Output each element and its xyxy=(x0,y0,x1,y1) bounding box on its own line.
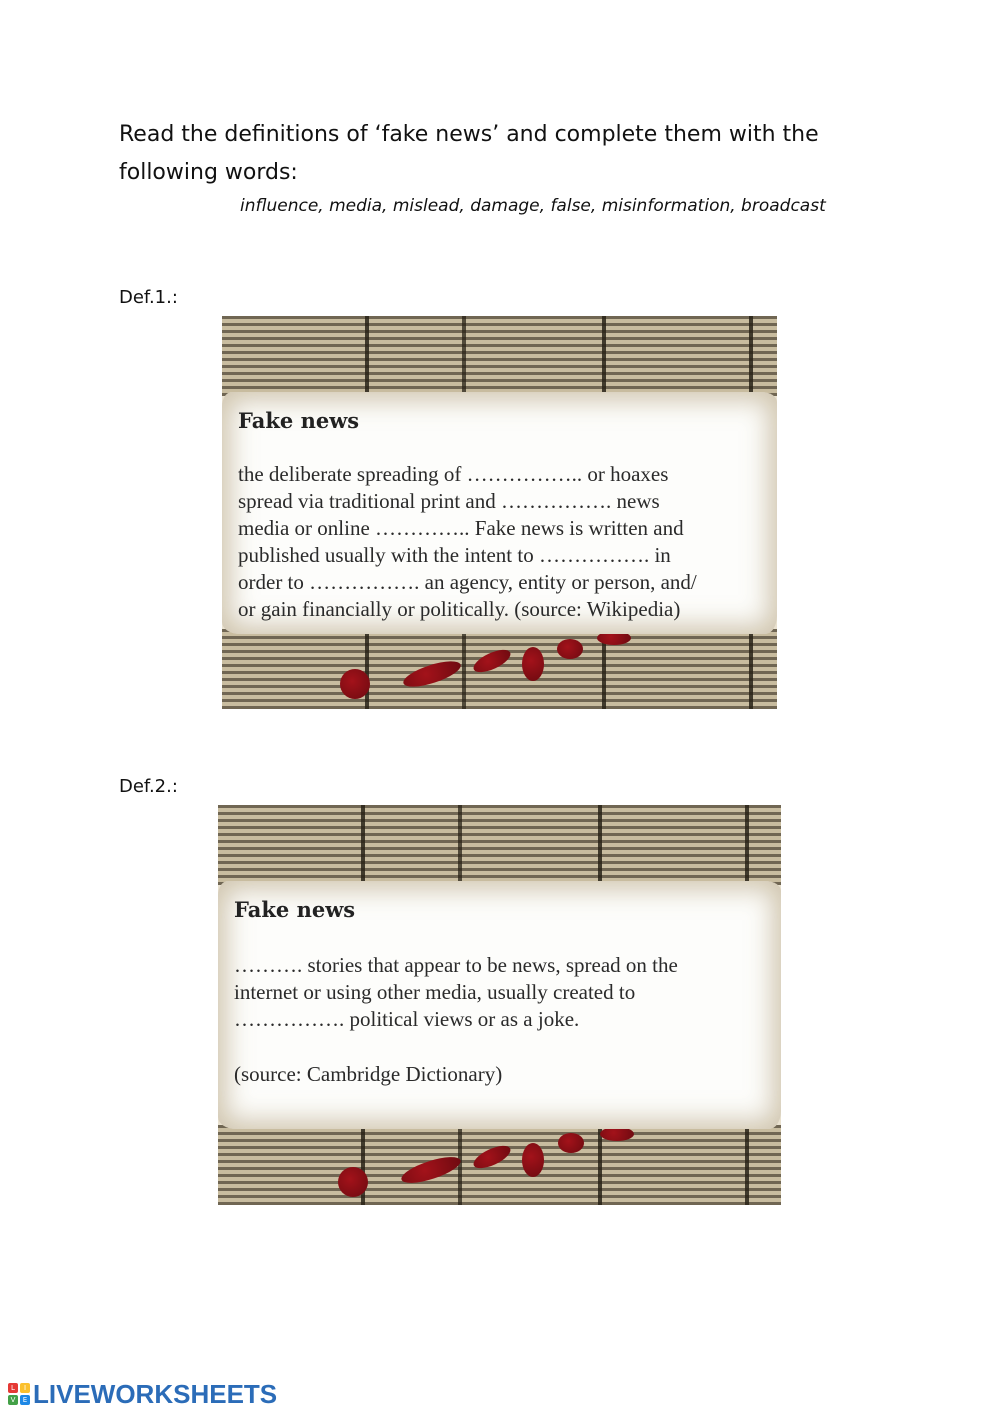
brand-name: LIVEWORKSHEETS xyxy=(33,1378,278,1409)
blood-blot xyxy=(522,647,544,681)
definition-title: Fake news xyxy=(238,408,360,433)
def-1-label: Def.1.: xyxy=(119,287,178,308)
definition-line: or gain financially or politically. (source: Wikipedia) xyxy=(238,597,681,621)
logo-tile-e: E xyxy=(20,1395,30,1405)
def-2-card xyxy=(218,805,781,1205)
blood-blot xyxy=(557,639,583,659)
instructions-line-2: following words: xyxy=(119,160,298,185)
blood-blot xyxy=(470,1141,513,1172)
def-1-card xyxy=(222,316,777,709)
liveworksheets-logo[interactable] xyxy=(8,1378,278,1409)
definition-line: spread via traditional print and ……………. news xyxy=(238,489,660,513)
instructions xyxy=(119,116,879,192)
blood-blot xyxy=(340,669,370,699)
newsprint-top xyxy=(218,805,781,885)
definition-title: Fake news xyxy=(234,897,356,922)
instructions-line-1: Read the definitions of ‘fake news’ and complete them with the xyxy=(119,122,819,147)
logo-tile-i: I xyxy=(20,1383,30,1393)
blood-blot xyxy=(338,1167,368,1197)
definition-line: published usually with the intent to ……………. in xyxy=(238,543,671,567)
blood-blot xyxy=(522,1143,544,1177)
definition-line: order to ……………. an agency, entity or person, and/ xyxy=(238,570,697,594)
blood-blot xyxy=(558,1133,584,1153)
def-2-label: Def.2.: xyxy=(119,776,178,797)
definition-line: ……………. political views or as a joke. xyxy=(234,1007,580,1031)
newsprint-bottom xyxy=(218,1125,781,1205)
word-bank: influence, media, mislead, damage, false, misinformation, broadcast xyxy=(240,196,826,216)
newsprint-top xyxy=(222,316,777,396)
blood-blot xyxy=(401,656,464,692)
newsprint-bottom xyxy=(222,629,777,709)
definition-line: the deliberate spreading of …………….. or hoaxes xyxy=(238,462,669,486)
blood-blot xyxy=(399,1152,464,1188)
definition-line: ………. stories that appear to be news, spread on the xyxy=(234,953,678,977)
definition-source: (source: Cambridge Dictionary) xyxy=(234,1062,503,1086)
blood-blot xyxy=(600,1127,634,1141)
logo-tile-v: V xyxy=(8,1395,18,1405)
paper-sheet xyxy=(222,392,777,634)
blood-blot xyxy=(470,645,513,676)
liveworksheets-icon xyxy=(8,1383,30,1405)
definition-line: media or online ………….. Fake news is written and xyxy=(238,516,684,540)
definition-line: internet or using other media, usually created to xyxy=(234,980,636,1004)
logo-tile-l: L xyxy=(8,1383,18,1393)
paper-sheet xyxy=(218,881,781,1129)
